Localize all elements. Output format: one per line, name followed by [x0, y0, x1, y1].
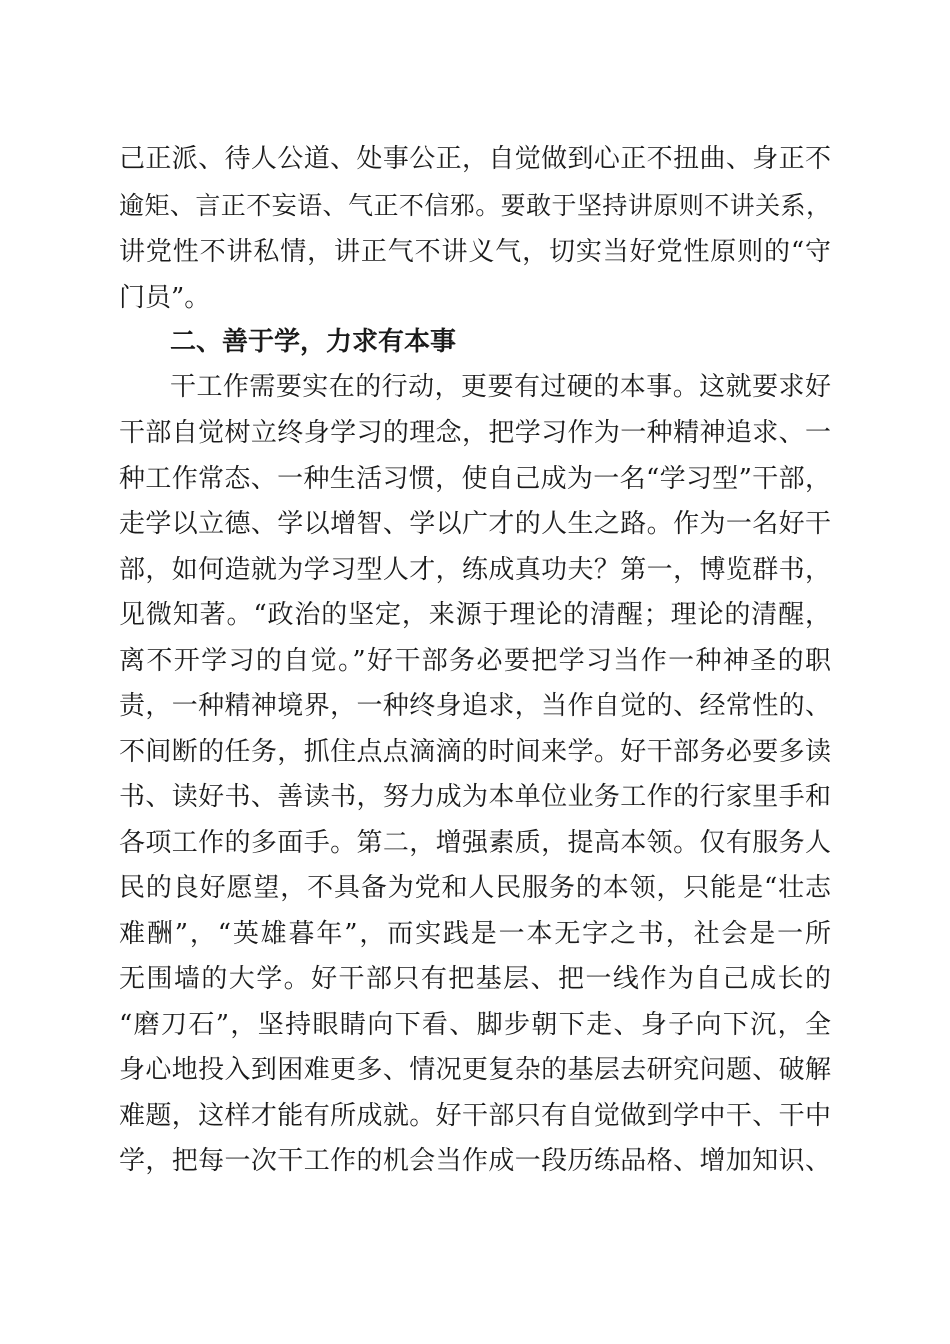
main-line-13: 难酬”，“英雄暮年”，而实践是一本无字之书，社会是一所 [119, 919, 831, 949]
section-heading: 二、善于学，力求有本事 [170, 327, 457, 357]
main-line-3: 种工作常态、一种生活习惯，使自己成为一名“学习型”干部， [119, 464, 831, 494]
intro-line-2: 逾矩、言正不妄语、气正不信邪。要敢于坚持讲原则不讲关系， [119, 191, 831, 220]
main-line-8: 责，一种精神境界，一种终身追求，当作自觉的、经常性的、 [119, 691, 831, 721]
main-line-1: 干工作需要实在的行动，更要有过硬的本事。这就要求好 [170, 372, 831, 402]
main-line-14: 无围墙的大学。好干部只有把基层、把一线作为自己成长的 [119, 964, 831, 994]
main-line-11: 各项工作的多面手。第二，增强素质，提高本领。仅有服务人 [119, 828, 831, 858]
main-line-10: 书、读好书、善读书，努力成为本单位业务工作的行家里手和 [119, 782, 831, 812]
intro-line-3: 讲党性不讲私情，讲正气不讲义气，切实当好党性原则的“守 [119, 237, 831, 267]
main-line-17: 难题，这样才能有所成就。好干部只有自觉做到学中干、干中 [119, 1101, 831, 1131]
main-line-6: 见微知著。“政治的坚定，来源于理论的清醒；理论的清醒， [119, 600, 831, 630]
main-line-16: 身心地投入到困难更多、情况更复杂的基层去研究问题、破解 [119, 1055, 831, 1085]
main-line-15: “磨刀石”，坚持眼睛向下看、脚步朝下走、身子向下沉，全 [119, 1010, 831, 1040]
main-line-12: 民的良好愿望，不具备为党和人民服务的本领，只能是“壮志 [119, 873, 831, 903]
main-line-5: 部，如何造就为学习型人才，练成真功夫？第一，博览群书， [119, 555, 831, 585]
intro-line-1: 己正派、待人公道、处事公正，自觉做到心正不扭曲、身正不 [119, 144, 831, 174]
main-line-4: 走学以立德、学以增智、学以广才的人生之路。作为一名好干 [119, 509, 831, 539]
intro-line-4: 门员”。 [119, 283, 211, 313]
main-line-7: 离不开学习的自觉。”好干部务必要把学习当作一种神圣的职 [119, 646, 831, 676]
main-line-2: 干部自觉树立终身学习的理念，把学习作为一种精神追求、一 [119, 418, 831, 448]
main-line-18: 学，把每一次干工作的机会当作成一段历练品格、增加知识、 [119, 1146, 831, 1176]
main-line-9: 不间断的任务，抓住点点滴滴的时间来学。好干部务必要多读 [119, 737, 831, 767]
